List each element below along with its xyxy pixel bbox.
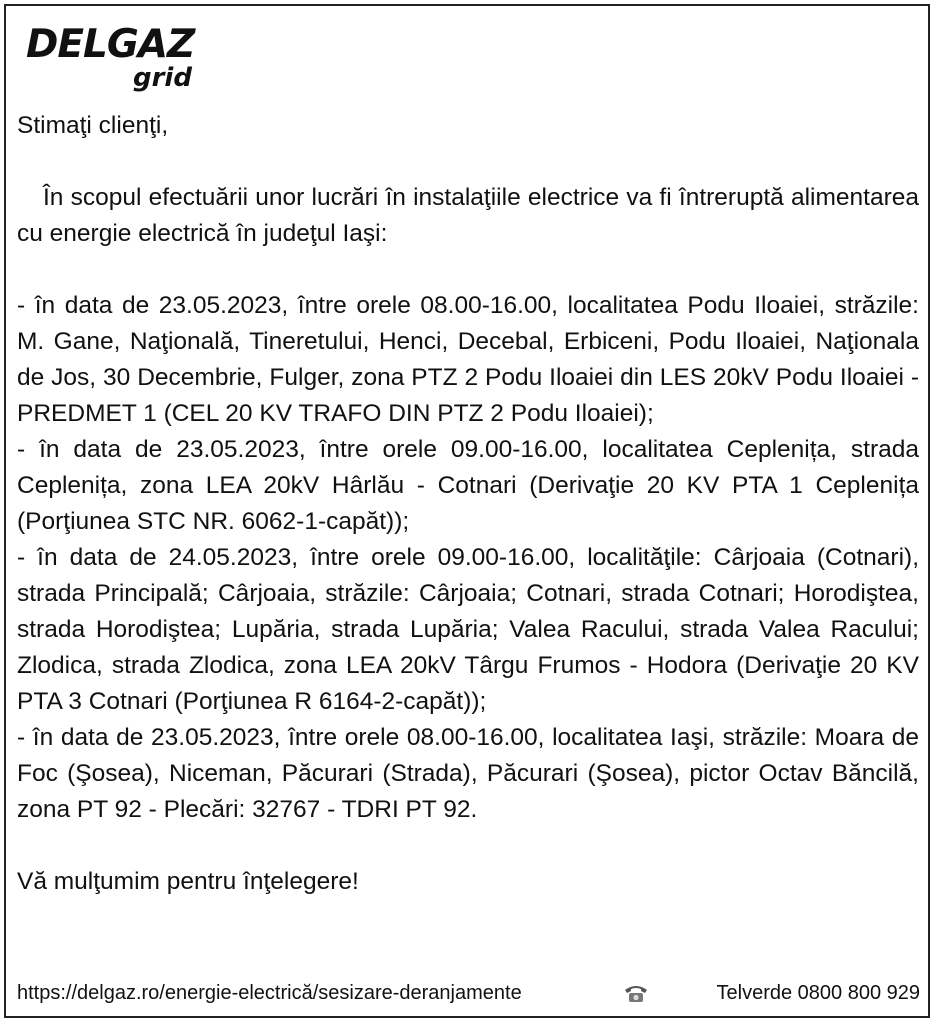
telverde-phone[interactable]: Telverde 0800 800 929 [716, 982, 920, 1004]
logo-sub: grid [133, 63, 192, 93]
footer [17, 978, 920, 1008]
notice-body [17, 108, 919, 900]
outage-item: - în data de 23.05.2023, între orele 09.00-16.00, localitatea Ceplenița, strada Ceplenița, zona LEA 20kV Hârlău - Cotnari (Derivaţie 20 KV PTA 1 Ceplenița (Porţiunea STC NR. 6062-1-capăt)); [17, 436, 919, 535]
report-outage-link[interactable]: https://delgaz.ro/energie-electrică/sesizare-deranjamente [17, 982, 522, 1004]
outage-item: - în data de 23.05.2023, între orele 08.00-16.00, localitatea Iaşi, străzile: Moara de Foc (Şosea), Niceman, Păcurari (Strada), Păcurari (Şosea), pictor Octav Băncilă, zona PT 92 - Plecări: 32767 - TDRI PT 92. [17, 724, 919, 823]
outage-item: - în data de 24.05.2023, între orele 09.00-16.00, localităţile: Cârjoaia (Cotnari), strada Principală; Cârjoaia, străzile: Cârjoaia; Cotnari, strada Cotnari; Horodiştea, strada Horodiştea; Lupăria, strada Lupăria; Valea Racului, strada Valea Racului; Zlodica, strada Zlodica, zona LEA 20kV Târgu Frumos - Hodora (Derivaţie 20 KV PTA 3 Cotnari (Porţiunea R 6164-2-capăt)); [17, 544, 919, 715]
telephone-icon [623, 982, 649, 1004]
intro-paragraph: În scopul efectuării unor lucrări în instalaţiile electrice va fi întreruptă alimentarea cu energie electrică în judeţul Iaşi: [17, 184, 919, 247]
closing-thanks: Vă mulţumim pentru înţelegere! [17, 868, 359, 895]
outage-item: - în data de 23.05.2023, între orele 08.00-16.00, localitatea Podu Iloaiei, străzile: M. Gane, Naţională, Tineretului, Henci, Decebal, Erbiceni, Podu Iloaiei, Naţionala de Jos, 30 Decembrie, Fulger, zona PTZ 2 Podu Iloaiei din LES 20kV Podu Iloaiei - PREDMET 1 (CEL 20 KV TRAFO DIN PTZ 2 Podu Iloaiei); [17, 292, 919, 427]
logo-brand: DELGAZ [26, 22, 195, 67]
delgaz-grid-logo [26, 24, 206, 94]
greeting: Stimaţi clienţi, [17, 112, 169, 139]
